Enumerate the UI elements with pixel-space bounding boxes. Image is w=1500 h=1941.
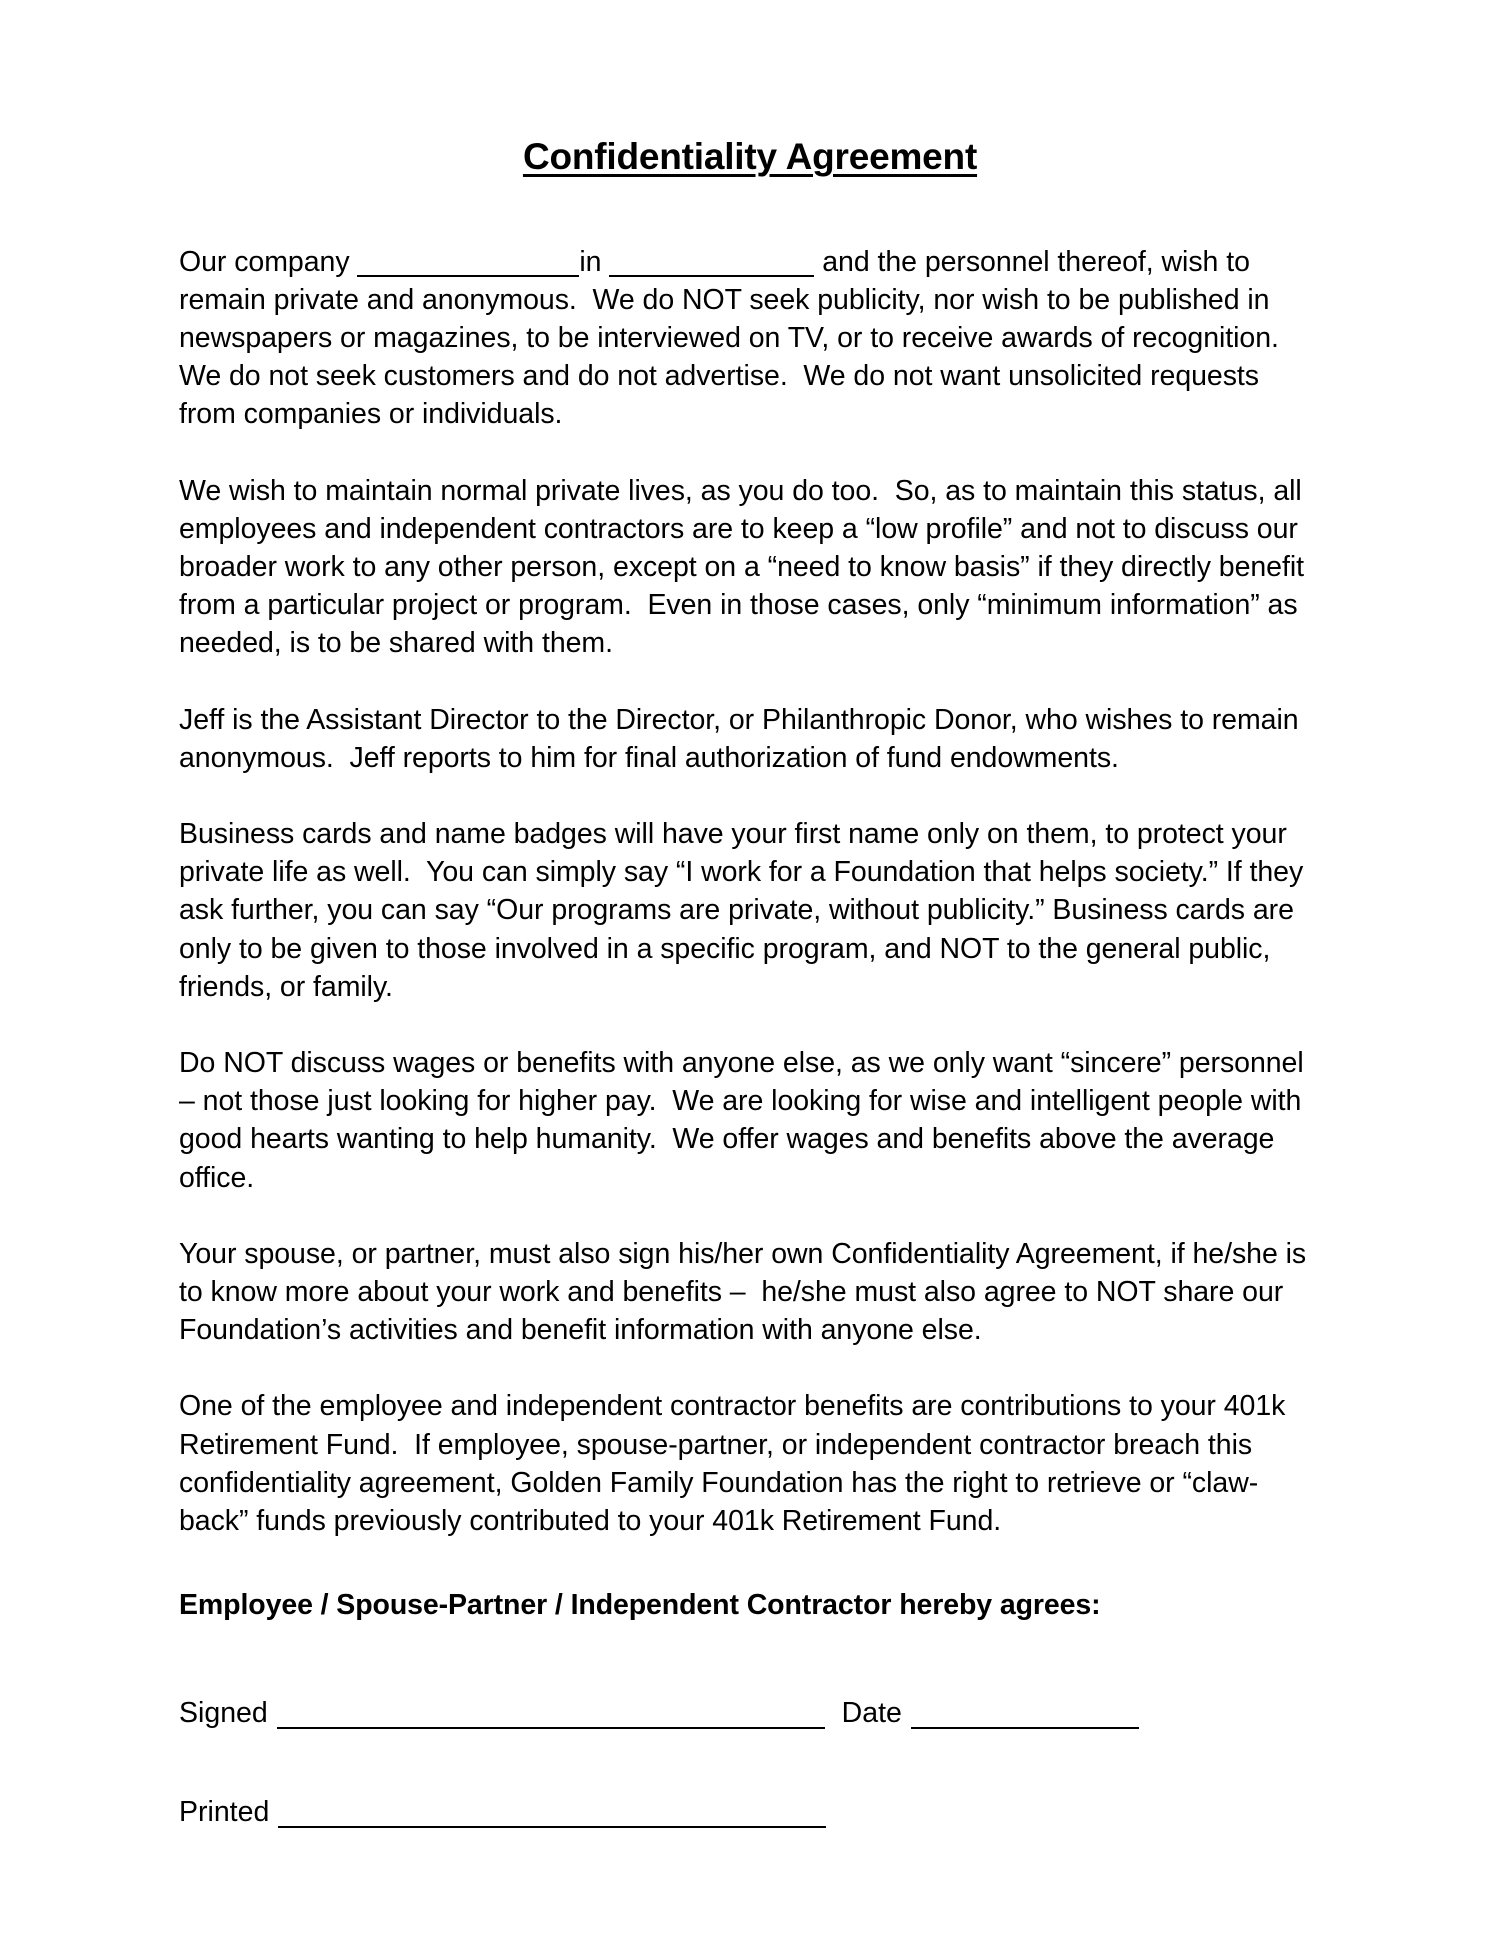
- document-sheet: [179, 0, 1321, 1941]
- paragraph-company-blanks: [179, 243, 1321, 434]
- page-title-text: Confidentiality Agreement: [522, 136, 978, 177]
- printed-label: Printed: [179, 1795, 270, 1828]
- signed-label: Signed: [179, 1697, 268, 1730]
- company-name-blank[interactable]: [357, 275, 579, 277]
- document-body: [179, 243, 1321, 1831]
- paragraph-low-profile: We wish to maintain normal private lives, as you do too. So, as to maintain this status, all employees and independent contractors are to keep a “low profile” and not to discuss our broader work to any other person, except on a “need to know basis” if they directly benefit from a particular project or program. Even in those cases, only “minimum information” as needed, is to be shared with them.: [179, 474, 1312, 660]
- company-location-blank[interactable]: [609, 275, 814, 277]
- printed-name-line[interactable]: [278, 1826, 826, 1828]
- agrees-heading: Employee / Spouse-Partner / Independent Contractor hereby agrees:: [179, 1589, 1101, 1622]
- para1-in-text: in: [579, 245, 610, 278]
- para1-lead-text: Our company: [179, 245, 358, 278]
- date-line[interactable]: [911, 1727, 1139, 1729]
- paragraph-401k-clawback: One of the employee and independent contractor benefits are contributions to your 401k Retirement Fund. If employee, spouse-partner, or independent contractor breach this confidentiality agreement, Golden Family Foundation has the right to retrieve or “claw-back” funds previously contributed to your 401k Retirement Fund.: [179, 1390, 1294, 1538]
- printed-row: [179, 1793, 1321, 1831]
- para1-rest-text: and the personnel thereof, wish to remain private and anonymous. We do NOT seek publicity, nor wish to be published in newspapers or magazines, to be interviewed on TV, or to receive awards of recognition. We do not seek customers and do not advertise. We do not want unsolicited requests from companies or individuals.: [179, 245, 1295, 431]
- paragraph-business-cards: Business cards and name badges will have your first name only on them, to protect your private life as well. You can simply say “I work for a Foundation that helps society.” If they ask further, you can say “Our programs are private, without publicity.” Business cards are only to be given to those involved in a specific program, and NOT to the general public, friends, or family.: [179, 817, 1312, 1003]
- paragraph-jeff-assistant-director: Jeff is the Assistant Director to the Director, or Philanthropic Donor, who wishes to remain anonymous. Jeff reports to him for final authorization of fund endowments.: [179, 703, 1307, 774]
- signed-date-row: [179, 1694, 1321, 1732]
- date-label: Date: [841, 1697, 902, 1730]
- signature-line[interactable]: [277, 1727, 825, 1729]
- page-title: [179, 0, 1321, 179]
- paragraph-spouse-partner: Your spouse, or partner, must also sign his/her own Confidentiality Agreement, if he/she is to know more about your work and benefits – he/she must also agree to NOT share our Foundation’s activities and benefit information with anyone else.: [179, 1237, 1314, 1347]
- paragraph-wages-benefits: Do NOT discuss wages or benefits with anyone else, as we only want “sincere” personnel – not those just looking for higher pay. We are looking for wise and intelligent people with good hearts wanting to help humanity. We offer wages and benefits above the average office.: [179, 1047, 1312, 1194]
